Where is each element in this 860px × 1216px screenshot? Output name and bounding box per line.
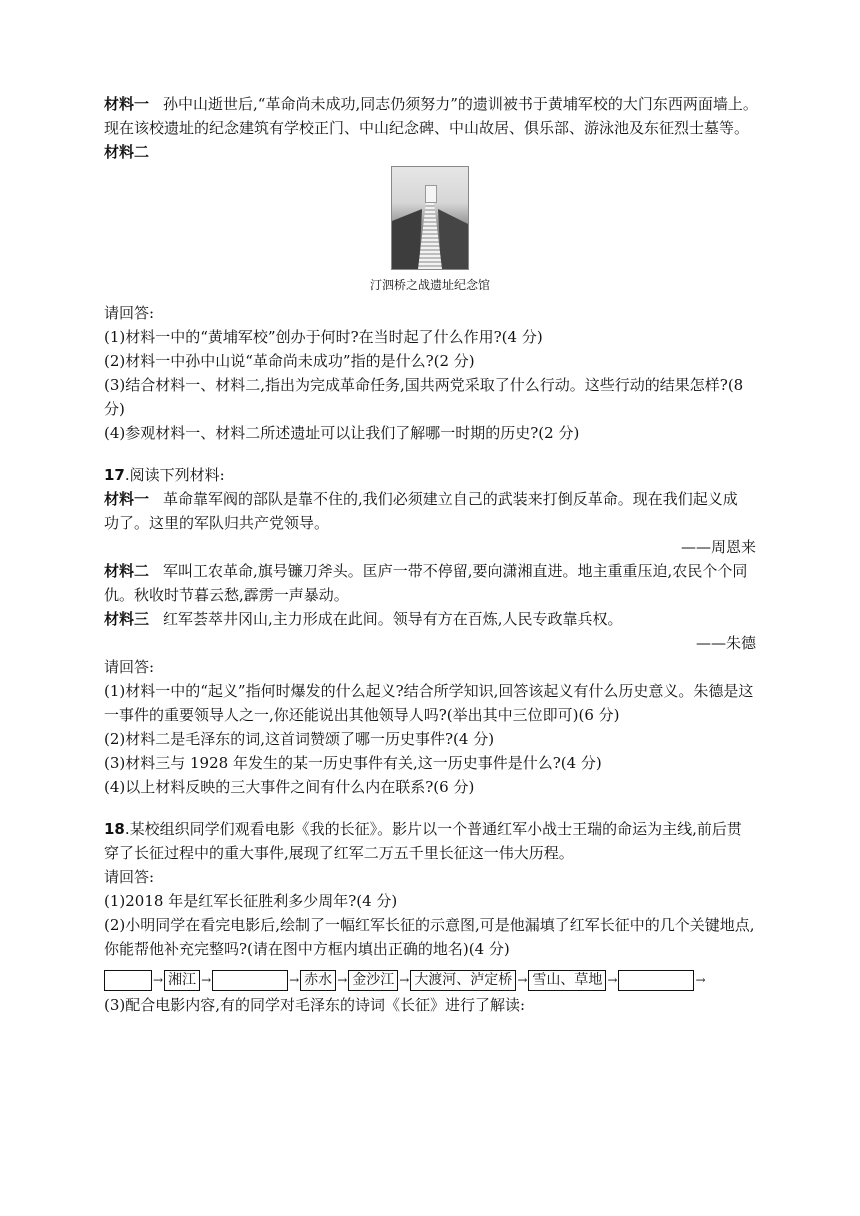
flow-arrow-icon: → [337, 973, 348, 987]
q16-question-1: (1)材料一中的“黄埔军校”创办于何时?在当时起了什么作用?(4 分) [104, 328, 543, 346]
material-1-text-1: 孙中山逝世后,“革命尚未成功,同志仍须努力”的遗训被书于黄埔军校的大门东西两面墙上。 [163, 95, 758, 113]
figure-caption: 汀泗桥之战遗址纪念馆 [369, 278, 490, 292]
q17-material-1: 材料一 革命靠军阀的部队是靠不住的,我们必须建立自己的武装来打倒反革命。现在我们起义成 [104, 490, 738, 508]
q17-material-3-author: ——朱德 [695, 634, 756, 652]
q18-prompt: 请回答: [104, 868, 155, 886]
flow-arrow-icon: → [289, 973, 300, 987]
flow-box-jinshajiang: 金沙江 [348, 970, 398, 991]
flow-box-xiangjiang: 湘江 [164, 970, 200, 991]
flow-blank-box-3[interactable] [618, 970, 694, 991]
document-page [104, 92, 756, 1017]
material-2-label: 材料二 [104, 143, 150, 161]
flow-arrow-icon: → [607, 973, 618, 987]
flow-arrow-icon: → [695, 973, 706, 987]
q16-question-4: (4)参观材料一、材料二所述遗址可以让我们了解哪一时期的历史?(2 分) [104, 424, 580, 442]
q17-question-4: (4)以上材料反映的三大事件之间有什么内在联系?(6 分) [104, 778, 475, 796]
q17-material-3: 材料三 红军荟萃井冈山,主力形成在此间。领导有方在百炼,人民专政靠兵权。 [104, 610, 623, 628]
q17-material-1-author: ——周恩来 [680, 538, 756, 556]
memorial-figure [104, 166, 756, 293]
memorial-photo [391, 166, 469, 270]
q17-question-3: (3)材料三与 1928 年发生的某一历史事件有关,这一历史事件是什么?(4 分) [104, 754, 602, 772]
q18-question-1: (1)2018 年是红军长征胜利多少周年?(4 分) [104, 892, 398, 910]
q16-question-2: (2)材料一中孙中山说“革命尚未成功”指的是什么?(2 分) [104, 352, 475, 370]
material-1-label: 材料一 [104, 95, 150, 113]
q17-question-2: (2)材料二是毛泽东的词,这首词赞颂了哪一历史事件?(4 分) [104, 730, 495, 748]
q16-prompt: 请回答: [104, 304, 155, 322]
q17-number: 17 [104, 466, 125, 484]
q18-intro-1: 18.某校组织同学们观看电影《我的长征》。影片以一个普通红军小战士王瑞的命运为主线,前后贯 [104, 820, 742, 838]
q16-question-3b: 分) [104, 400, 125, 418]
q17-material-2: 材料二 军叫工农革命,旗号镰刀斧头。匡庐一带不停留,要向潇湘直进。地主重重压迫,农民个个同 [104, 562, 748, 580]
q18-intro-2: 穿了长征过程中的重大事件,展现了红军二万五千里长征这一伟大历程。 [104, 844, 574, 862]
long-march-flow-diagram [104, 967, 756, 993]
flow-box-xueshan-caodi: 雪山、草地 [528, 970, 606, 991]
flow-blank-box-2[interactable] [212, 970, 288, 991]
q17-material-1-cont: 功了。这里的军队归共产党领导。 [104, 514, 330, 532]
q17-question-1a: (1)材料一中的“起义”指何时爆发的什么起义?结合所学知识,回答该起义有什么历史意义。朱德是这 [104, 682, 754, 700]
flow-box-daduhe: 大渡河、泸定桥 [410, 970, 516, 991]
q18-number: 18 [104, 820, 125, 838]
q17-question-1b: 一事件的重要领导人之一,你还能说出其他领导人吗?(举出其中三位即可)(6 分) [104, 706, 620, 724]
q17-material-2-cont: 仇。秋收时节暮云愁,霹雳一声暴动。 [104, 586, 349, 604]
q17-prompt: 请回答: [104, 658, 155, 676]
flow-arrow-icon: → [399, 973, 410, 987]
flow-arrow-icon: → [153, 973, 164, 987]
q16-question-3a: (3)结合材料一、材料二,指出为完成革命任务,国共两党采取了什么行动。这些行动的结果怎样?(8 [104, 376, 744, 394]
q18-question-2a: (2)小明同学在看完电影后,绘制了一幅红军长征的示意图,可是他漏填了红军长征中的几个关键地点, [104, 916, 755, 934]
flow-arrow-icon: → [517, 973, 528, 987]
flow-arrow-icon: → [201, 973, 212, 987]
material-1-line-1 [104, 92, 756, 116]
flow-blank-box-1[interactable] [104, 970, 152, 991]
q18-question-3: (3)配合电影内容,有的同学对毛泽东的诗词《长征》进行了解读: [104, 996, 526, 1014]
q18-question-2b: 你能帮他补充完整吗?(请在图中方框内填出正确的地名)(4 分) [104, 940, 510, 958]
flow-box-chishui: 赤水 [300, 970, 336, 991]
material-1-text-2: 现在该校遗址的纪念建筑有学校正门、中山纪念碑、中山故居、俱乐部、游泳池及东征烈士墓等。 [104, 119, 750, 137]
q17-intro: 17.阅读下列材料: [104, 466, 225, 484]
